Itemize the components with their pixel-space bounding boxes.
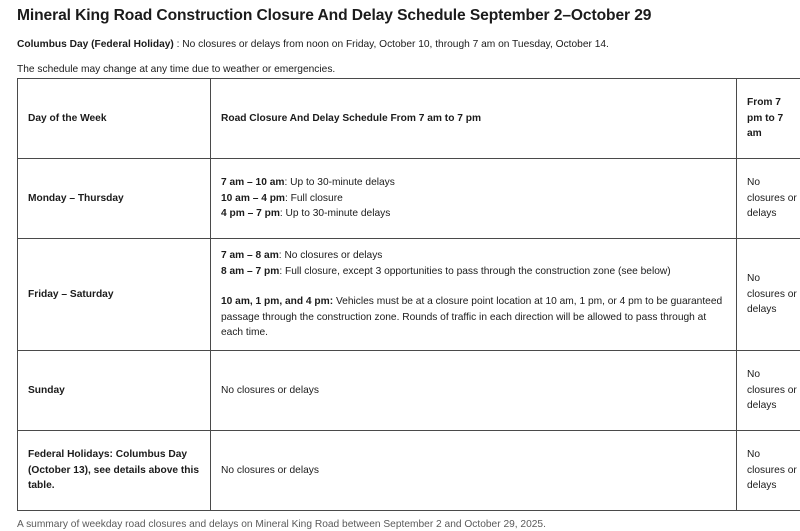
table-header-row: [18, 79, 800, 159]
schedule-line: [221, 248, 726, 264]
page-title: Mineral King Road Construction Closure And Delay Schedule September 2–October 29: [17, 0, 783, 26]
holiday-note-text: : No closures or delays from noon on Friday, October 10, through 7 am on Tuesday, October 14.: [174, 39, 609, 50]
header-night: From 7 pm to 7 am: [737, 79, 800, 159]
schedule-line: [221, 294, 726, 341]
schedule-text: Vehicles must be at a closure point location at 10 am, 1 pm, or 4 pm to be guaranteed passage through the construction zone. Rounds of traffic in each direction will be allowed to pass through at each time.: [221, 296, 722, 338]
schedule-time: 7 am – 8 am: [221, 250, 279, 261]
holiday-note-label: Columbus Day (Federal Holiday): [17, 39, 174, 50]
row-schedule: No closures or delays: [211, 431, 737, 511]
schedule-line: [221, 191, 726, 207]
schedule-text: : Up to 30-minute delays: [280, 208, 390, 219]
schedule-time: 8 am – 7 pm: [221, 266, 279, 277]
schedule-disclaimer: The schedule may change at any time due to weather or emergencies.: [17, 63, 783, 76]
schedule-table: [17, 78, 800, 511]
table-row: [18, 431, 800, 511]
schedule-time: 4 pm – 7 pm: [221, 208, 280, 219]
line-spacer: [221, 279, 726, 294]
row-day-label: Monday – Thursday: [18, 159, 211, 239]
header-day: Day of the Week: [18, 79, 211, 159]
schedule-text: : Full closure, except 3 opportunities to pass through the construction zone (see below): [279, 266, 670, 277]
schedule-text: : Up to 30-minute delays: [284, 177, 394, 188]
holiday-note: [17, 38, 783, 51]
table-row: [18, 159, 800, 239]
schedule-time: 10 am, 1 pm, and 4 pm:: [221, 296, 333, 307]
row-night: No closures or delays: [737, 239, 800, 351]
schedule-time: 7 am – 10 am: [221, 177, 284, 188]
table-row: [18, 239, 800, 351]
schedule-line: [221, 206, 726, 222]
schedule-line: [221, 264, 726, 280]
row-day-label: Federal Holidays: Columbus Day (October 13), see details above this table.: [18, 431, 211, 511]
schedule-text: : No closures or delays: [279, 250, 383, 261]
row-schedule: No closures or delays: [211, 351, 737, 431]
schedule-time: 10 am – 4 pm: [221, 193, 285, 204]
row-schedule: [211, 239, 737, 351]
row-day-label: Sunday: [18, 351, 211, 431]
table-caption: A summary of weekday road closures and delays on Mineral King Road between September 2 and October 29, 2025.: [17, 518, 783, 531]
schedule-line: [221, 175, 726, 191]
row-day-label: Friday – Saturday: [18, 239, 211, 351]
schedule-text: : Full closure: [285, 193, 343, 204]
row-night: No closures or delays: [737, 159, 800, 239]
table-row: [18, 351, 800, 431]
row-night: No closures or delays: [737, 351, 800, 431]
row-schedule: [211, 159, 737, 239]
row-night: No closures or delays: [737, 431, 800, 511]
header-schedule: Road Closure And Delay Schedule From 7 am to 7 pm: [211, 79, 737, 159]
